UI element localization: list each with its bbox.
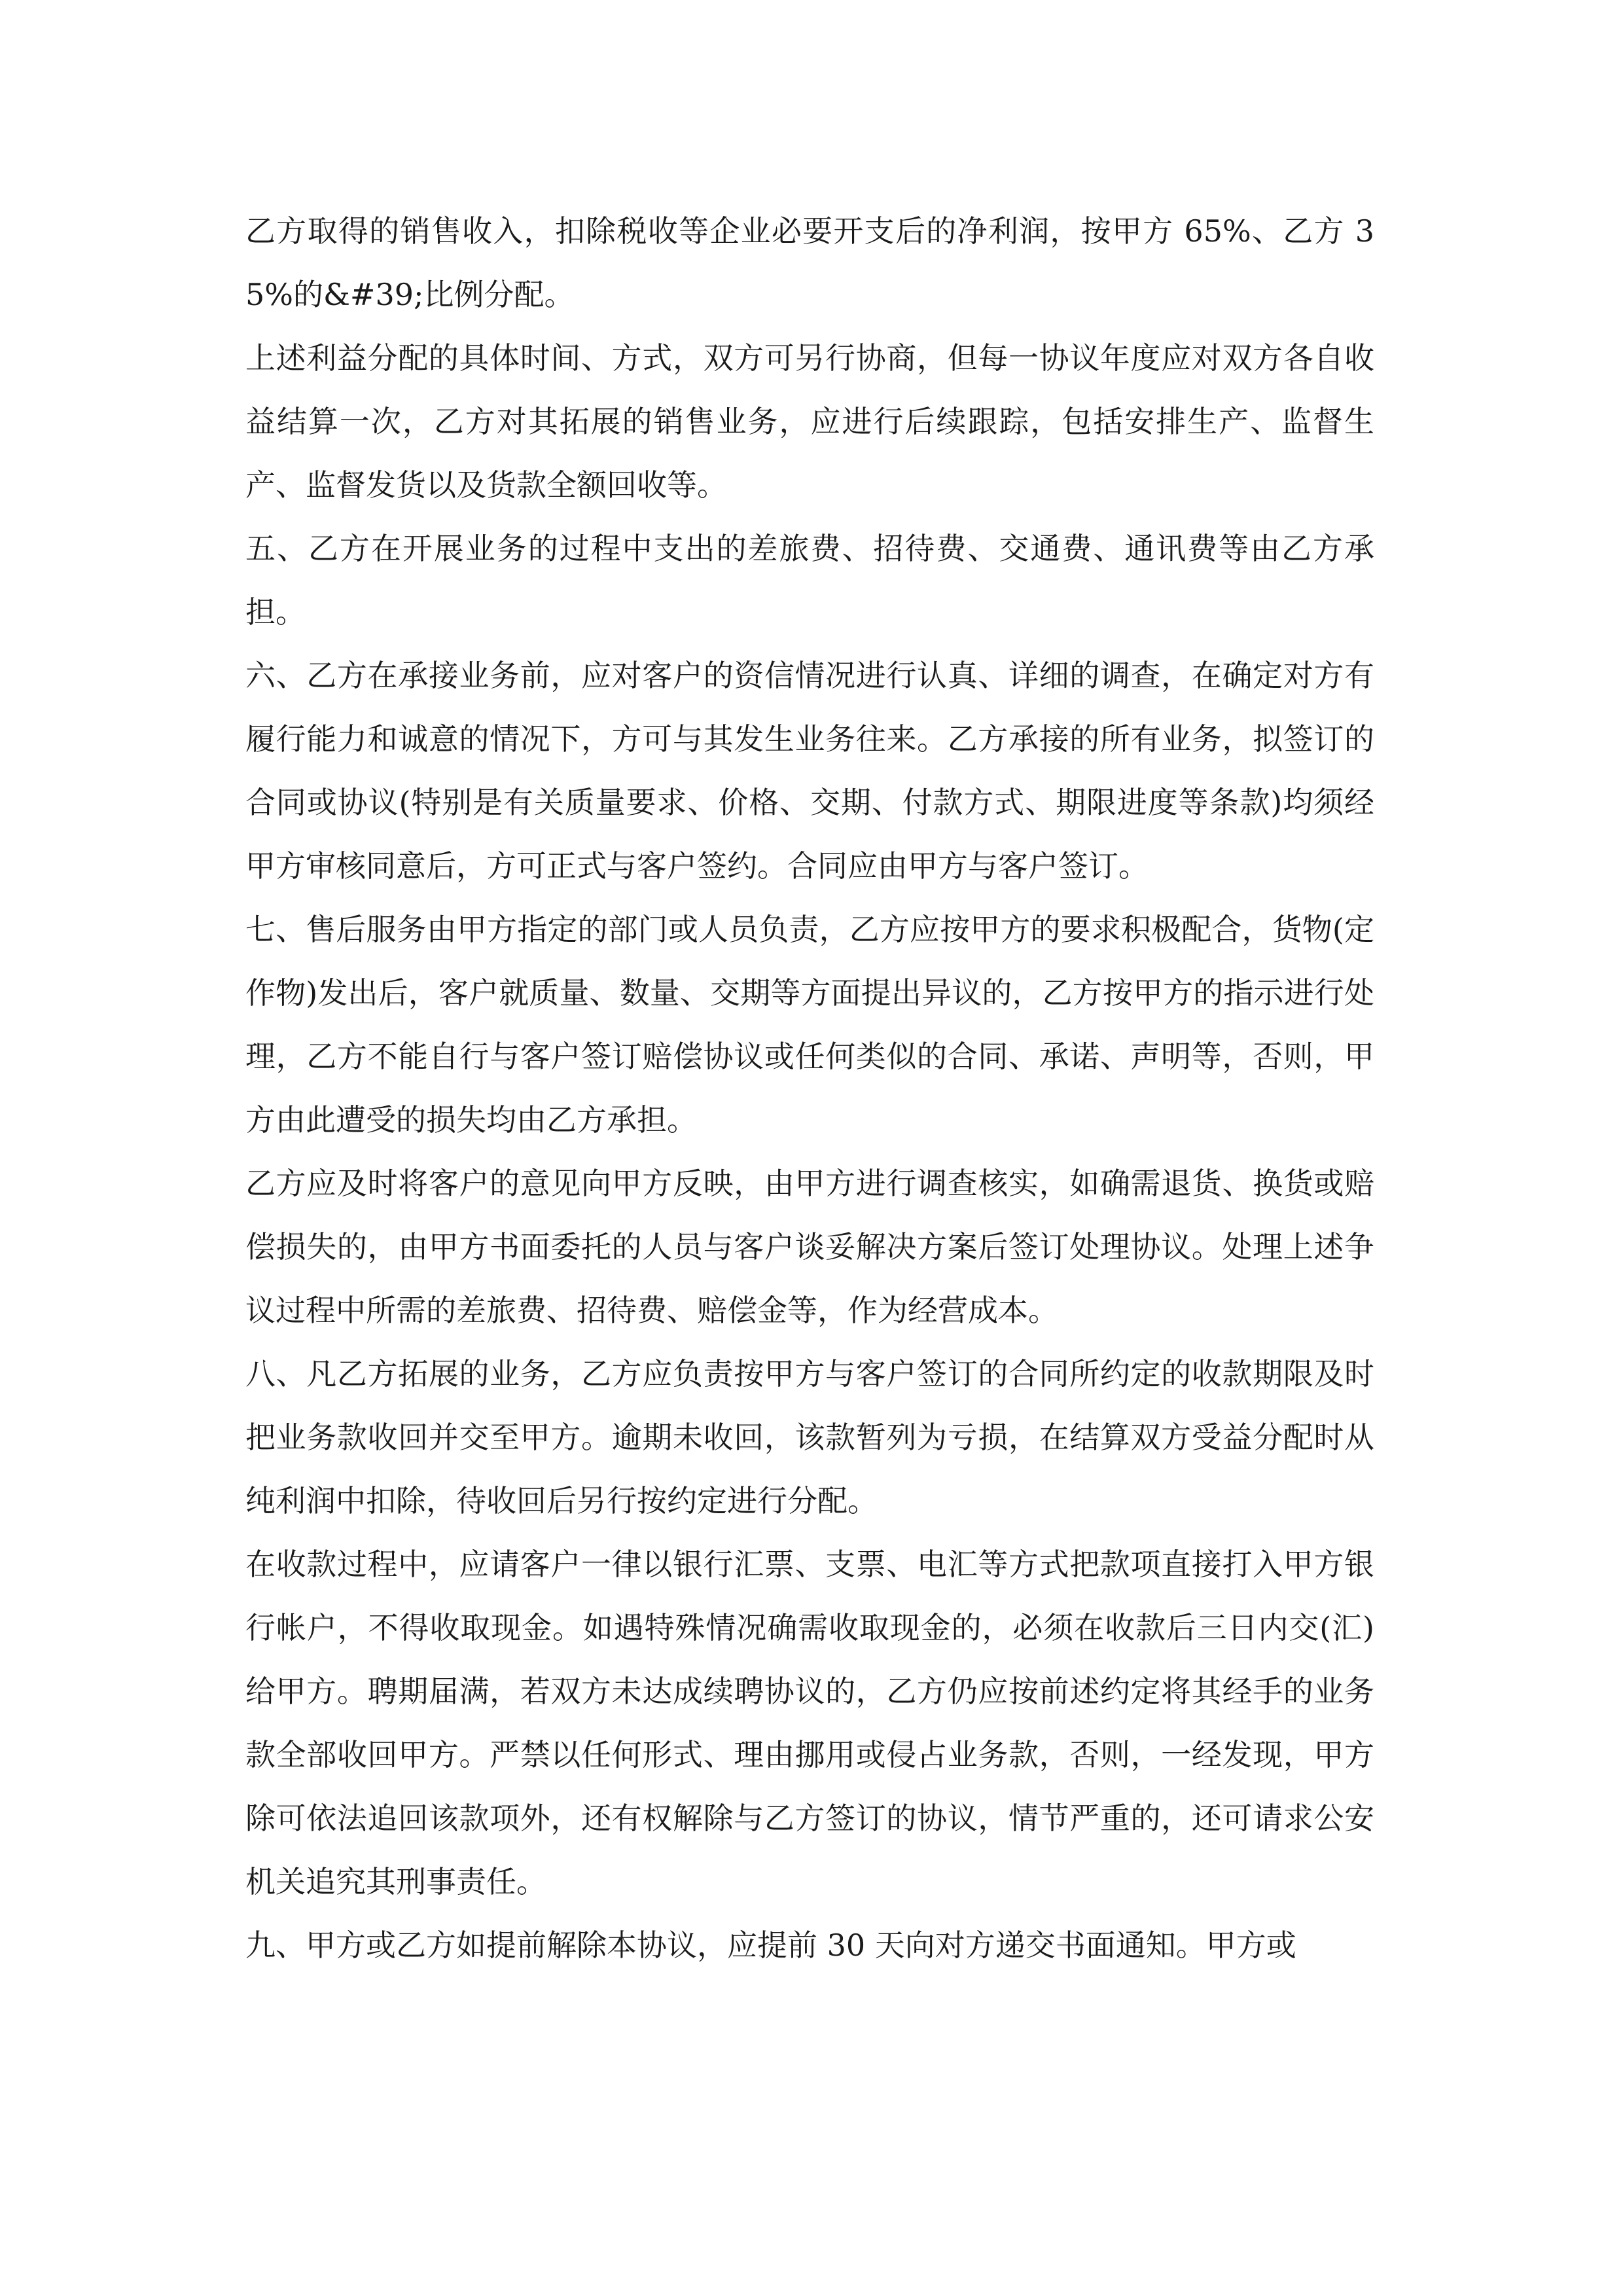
paragraph-profit-split: 乙方取得的销售收入，扣除税收等企业必要开支后的净利润，按甲方 65%、乙方 35%的&#39;比例分配。 bbox=[245, 213, 1374, 312]
document-body bbox=[245, 200, 1374, 1977]
paragraph-settlement: 上述利益分配的具体时间、方式，双方可另行协商，但每一协议年度应对双方各自收益结算一次，乙方对其拓展的销售业务，应进行后续跟踪，包括安排生产、监督生产、监督发货以及货款全额回收等。 bbox=[245, 340, 1374, 503]
paragraph-clause-8: 八、凡乙方拓展的业务，乙方应负责按甲方与客户签订的合同所约定的收款期限及时把业务款收回并交至甲方。逾期未收回，该款暂列为亏损，在结算双方受益分配时从纯利润中扣除，待收回后另行按约定进行分配。 bbox=[245, 1356, 1374, 1518]
paragraph-payment-collection: 在收款过程中，应请客户一律以银行汇票、支票、电汇等方式把款项直接打入甲方银行帐户，不得收取现金。如遇特殊情况确需收取现金的，必须在收款后三日内交(汇)给甲方。聘期届满，若双方未达成续聘协议的，乙方仍应按前述约定将其经手的业务款全部收回甲方。严禁以任何形式、理由挪用或侵占业务款，否则，一经发现，甲方除可依法追回该款项外，还有权解除与乙方签订的协议，情节严重的，还可请求公安机关追究其刑事责任。 bbox=[245, 1547, 1374, 1899]
paragraph-customer-feedback: 乙方应及时将客户的意见向甲方反映，由甲方进行调查核实，如确需退货、换货或赔偿损失的，由甲方书面委托的人员与客户谈妥解决方案后签订处理协议。处理上述争议过程中所需的差旅费、招待费、赔偿金等，作为经营成本。 bbox=[245, 1166, 1374, 1328]
paragraph-clause-5: 五、乙方在开展业务的过程中支出的差旅费、招待费、交通费、通讯费等由乙方承担。 bbox=[245, 531, 1374, 630]
paragraph-clause-7: 七、售后服务由甲方指定的部门或人员负责，乙方应按甲方的要求积极配合，货物(定作物)发出后，客户就质量、数量、交期等方面提出异议的，乙方按甲方的指示进行处理，乙方不能自行与客户签订赔偿协议或任何类似的合同、承诺、声明等，否则，甲方由此遭受的损失均由乙方承担。 bbox=[245, 912, 1374, 1138]
paragraph-clause-9: 九、甲方或乙方如提前解除本协议，应提前 30 天向对方递交书面通知。甲方或 bbox=[245, 1928, 1296, 1963]
paragraph-clause-6: 六、乙方在承接业务前，应对客户的资信情况进行认真、详细的调查，在确定对方有履行能力和诚意的情况下，方可与其发生业务往来。乙方承接的所有业务，拟签订的合同或协议(特别是有关质量要求、价格、交期、付款方式、期限进度等条款)均须经甲方审核同意后，方可正式与客户签约。合同应由甲方与客户签订。 bbox=[245, 658, 1374, 884]
